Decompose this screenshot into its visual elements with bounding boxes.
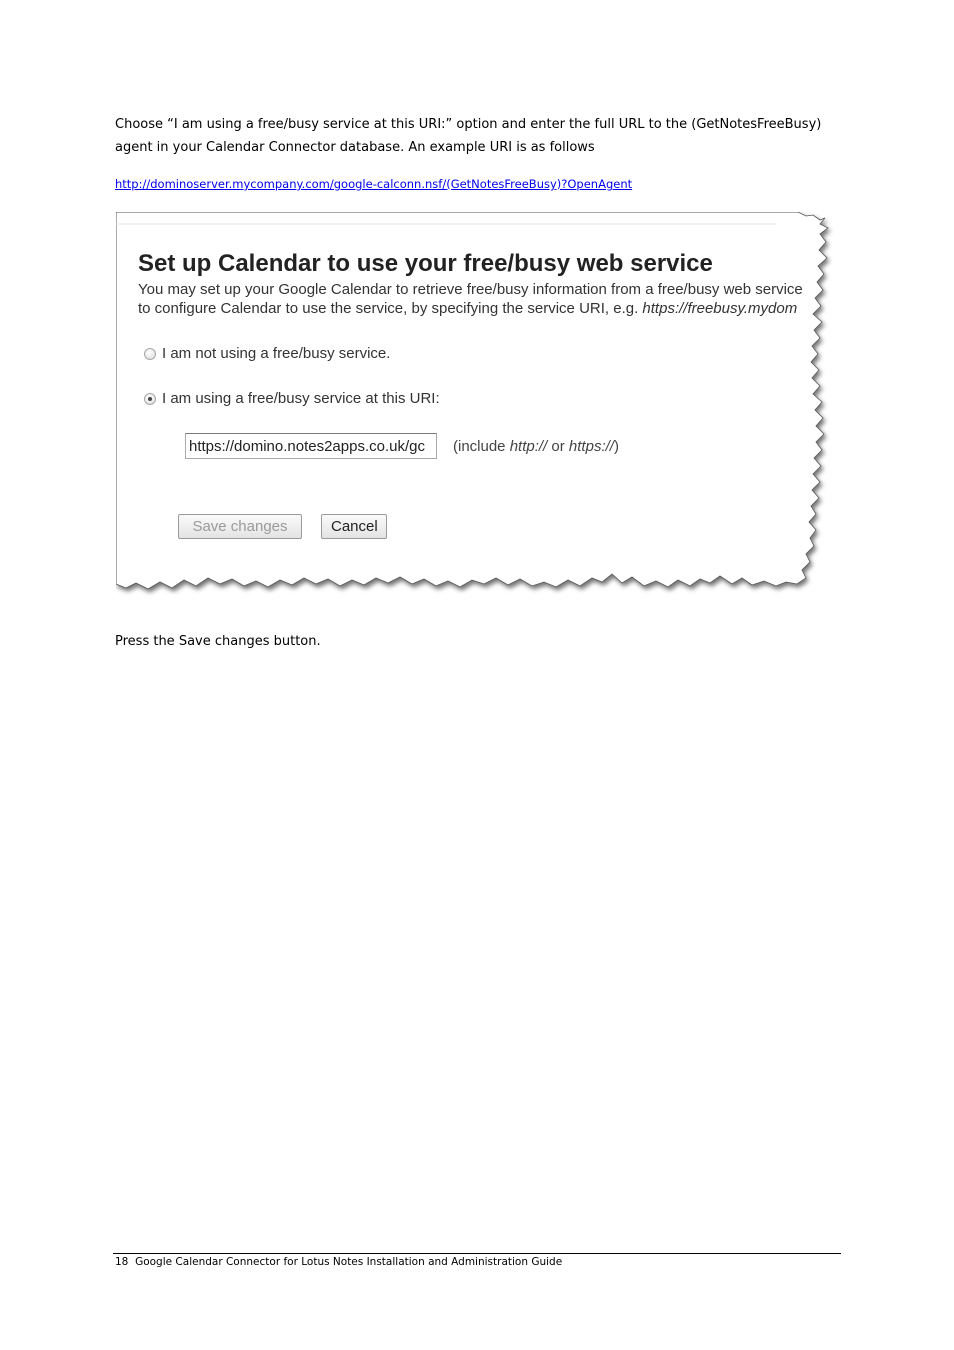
option-using[interactable] xyxy=(144,390,440,407)
cancel-button[interactable]: Cancel xyxy=(321,514,387,539)
uri-hint xyxy=(453,438,619,455)
uri-input[interactable] xyxy=(185,433,437,459)
intro-line-2: agent in your Calendar Connector database. An example URI is as follows xyxy=(115,140,595,155)
radio-not-using[interactable] xyxy=(144,348,156,360)
hint-close: ) xyxy=(613,438,619,455)
option-not-using[interactable] xyxy=(144,345,390,362)
page-footer xyxy=(115,1256,562,1268)
instruction-text: Press the Save changes button. xyxy=(115,634,321,649)
description-line-1: You may set up your Google Calendar to retrieve free/busy information from a free/busy web service xyxy=(138,281,803,298)
option-not-using-label: I am not using a free/busy service. xyxy=(162,345,391,362)
embedded-screenshot xyxy=(116,212,836,604)
intro-paragraph xyxy=(115,113,840,159)
hint-http: http:// xyxy=(509,438,548,455)
page-number: 18 xyxy=(115,1256,129,1268)
footer-divider xyxy=(113,1253,841,1254)
description-example-uri: https://freebusy.mydom xyxy=(642,300,798,317)
option-using-label: I am using a free/busy service at this URI: xyxy=(162,390,440,407)
example-uri-link[interactable]: http://dominoserver.mycompany.com/google-calconn.nsf/(GetNotesFreeBusy)?OpenAgent xyxy=(115,177,633,191)
screenshot-description xyxy=(138,280,803,318)
hint-or: or xyxy=(547,438,569,455)
footer-title: Google Calendar Connector for Lotus Notes Installation and Administration Guide xyxy=(135,1256,563,1268)
radio-using[interactable] xyxy=(144,393,156,405)
intro-line-1: Choose “I am using a free/busy service at this URI:” option and enter the full URL to the (GetNotesFreeBusy) xyxy=(115,117,822,132)
screenshot-content xyxy=(116,212,816,604)
description-line-2-text: to configure Calendar to use the service, by specifying the service URI, e.g. xyxy=(138,300,643,317)
hint-https: https:// xyxy=(568,438,614,455)
save-changes-button[interactable]: Save changes xyxy=(178,514,302,539)
hint-open: (include xyxy=(453,438,510,455)
description-line-2 xyxy=(138,299,803,318)
screenshot-title: Set up Calendar to use your free/busy web service xyxy=(138,250,713,277)
